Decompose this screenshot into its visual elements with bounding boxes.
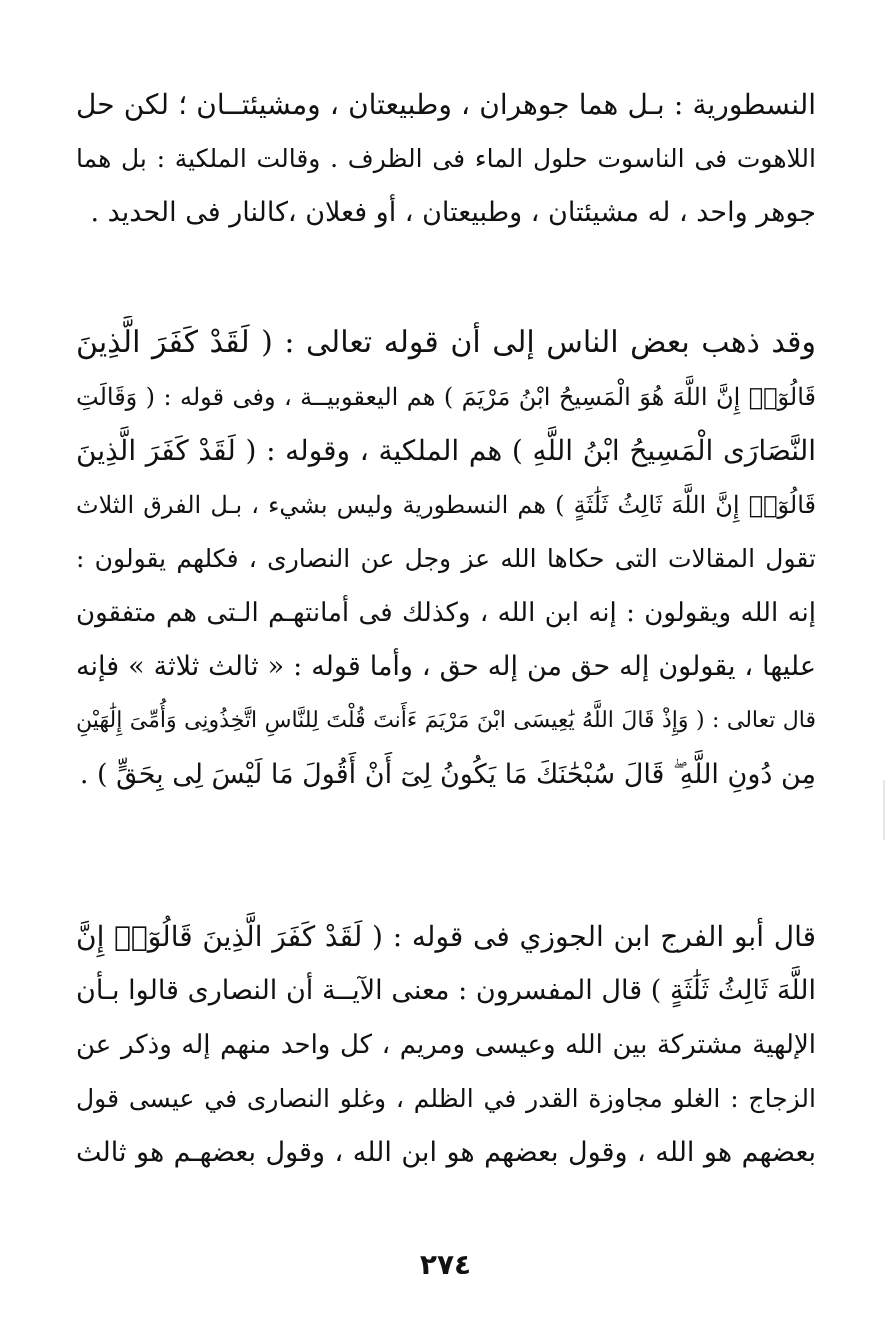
text-line: جوهر واحد ، له مشيئتان ، وطبيعتان ، أو فعلان ،كالنار فى الحديد .	[90, 197, 816, 228]
text-line: مِن دُونِ اللَّهِ ۖ قَالَ سُبْحَٰنَكَ مَا يَكُونُ لِىٓ أَنْ أَقُولَ مَا لَيْسَ لِى بِحَقٍّ ) .	[79, 759, 816, 790]
text-line: اللاهوت فى الناسوت حلول الماء فى الظرف . وقالت الملكية : بل هما	[76, 144, 816, 173]
text-line: تقول المقالات التى حكاها الله عز وجل عن النصارى ، فكلهم يقولون :	[76, 544, 816, 573]
page-number: ٢٧٤	[419, 1248, 472, 1281]
text-line: وقد ذهب بعض الناس إلى أن قوله تعالى : ( لَقَدْ كَفَرَ الَّذِينَ	[76, 325, 816, 360]
text-line: عليها ، يقولون إله حق من إله حق ، وأما قوله : « ثالث ثلاثة » فإنه	[76, 651, 816, 682]
text-line: الإلهية مشتركة بين الله وعيسى ومريم ، كل واحد منهم إله وذكر عن	[76, 1030, 816, 1060]
text-line: الزجاج : الغلو مجاوزة القدر في الظلم ، وغلو النصارى في عيسى قول	[76, 1084, 816, 1113]
text-line: قال تعالى : ( وَإِذْ قَالَ اللَّهُ يَٰعِيسَى ابْنَ مَرْيَمَ ءَأَنتَ قُلْتَ لِلنَّاسِ اتَّخِذُونِى وَأُمِّىَ إِلَٰهَيْنِ	[76, 708, 816, 733]
text-line: اللَّهَ ثَالِثُ ثَلَٰثَةٍ ) قال المفسرون : معنى الآيــة أن النصارى قالوا بـأن	[76, 975, 816, 1006]
text-line: قال أبو الفرج ابن الجوزي فى قوله : ( لَقَدْ كَفَرَ الَّذِينَ قَالُوٓا۟ إِنَّ	[76, 920, 816, 953]
scan-margin-mark	[883, 780, 885, 840]
text-line: النَّصَارَى الْمَسِيحُ ابْنُ اللَّهِ ) هم الملكية ، وقوله : ( لَقَدْ كَفَرَ الَّذِينَ	[76, 434, 816, 467]
text-line: النسطورية : بـل هما جوهران ، وطبيعتان ، ومشيئتــان ؛ لكن حل	[76, 88, 816, 121]
text-line: قَالُوٓا۟ إِنَّ اللَّهَ ثَالِثُ ثَلَٰثَةٍ ) هم النسطورية وليس بشيء ، بـل الفرق الثلاث	[76, 491, 816, 519]
text-line: إنه الله ويقولون : إنه ابن الله ، وكذلك فى أمانتهـم الـتى هم متفقون	[76, 598, 816, 628]
paragraph-nestorian-melkite	[76, 78, 816, 240]
paragraph-quran-verses	[76, 316, 816, 802]
text-line: بعضهم هو الله ، وقول بعضهم هو ابن الله ، وقول بعضهـم هو ثالث	[76, 1137, 816, 1168]
text-line: قَالُوٓا۟ إِنَّ اللَّهَ هُوَ الْمَسِيحُ ابْنُ مَرْيَمَ ) هم اليعقوبيــة ، وفى قوله : ( وَقَالَتِ	[76, 383, 816, 411]
paragraph-ibn-al-jawzi	[76, 910, 816, 1180]
